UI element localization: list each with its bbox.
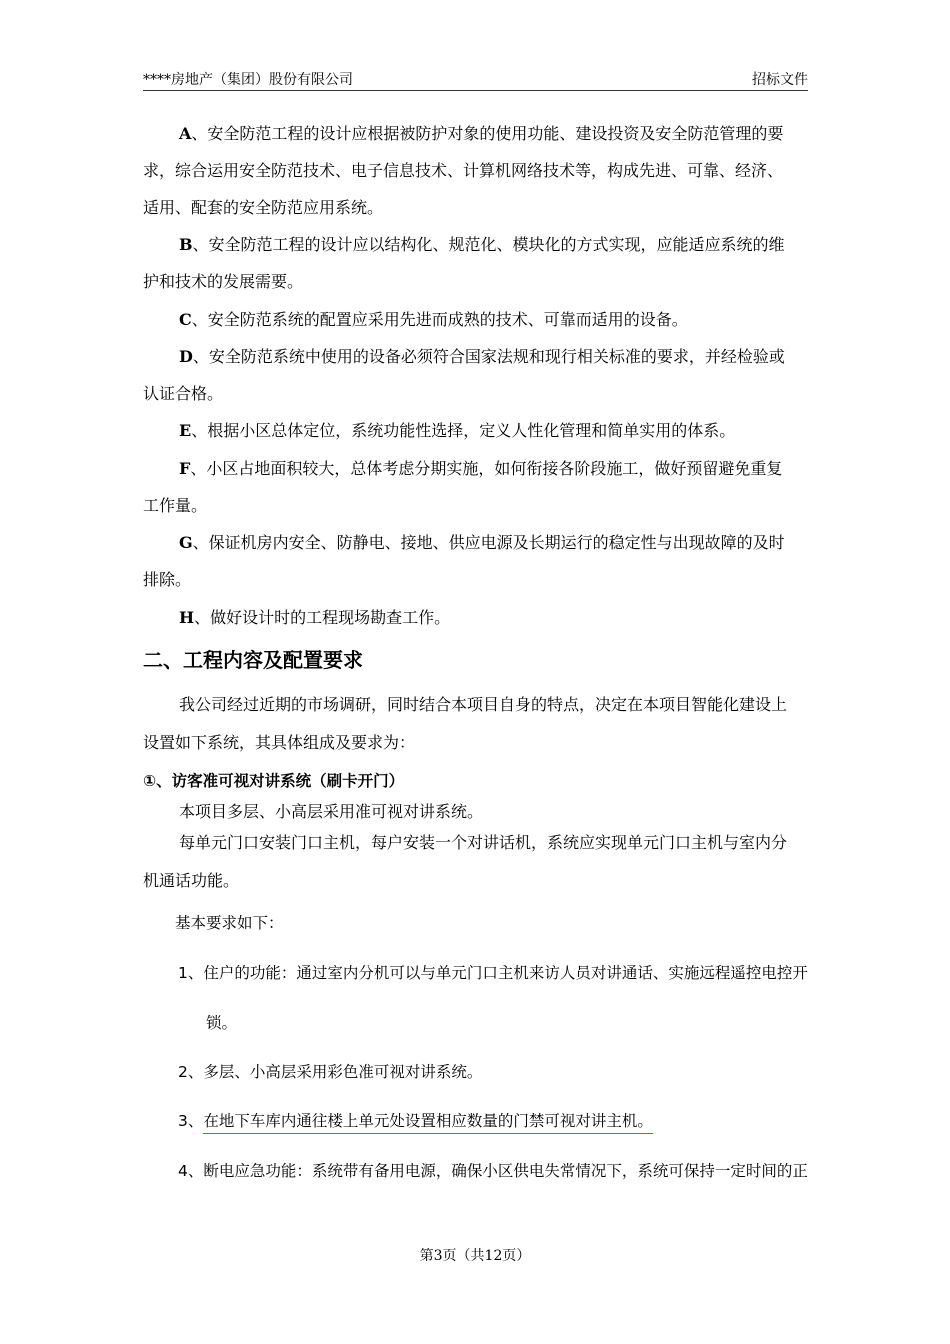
principle-h-line-1: H、做好设计时的工程现场勘查工作。 [179, 608, 451, 627]
sub-para-line-3: 机通话功能。 [143, 871, 240, 890]
intro-line-2: 设置如下系统，其具体组成及要求为： [143, 733, 416, 752]
requirement-3-text-underlined: 在地下车库内通往楼上单元处设置相应数量的门禁可视对讲主机。 [203, 1111, 653, 1134]
section-title: 二、工程内容及配置要求 [143, 648, 363, 672]
principle-d-line-1: D、安全防范系统中使用的设备必须符合国家法规和现行相关标准的要求，并经检验或 [179, 347, 785, 366]
principle-b-line-1: B、安全防范工程的设计应以结构化、规范化、模块化的方式实现，应能适应系统的维 [179, 235, 785, 254]
principle-b-letter: B [179, 235, 193, 254]
principle-g-line-1: G、保证机房内安全、防静电、接地、供应电源及长期运行的稳定性与出现故障的及时 [179, 533, 785, 552]
requirement-4 [178, 1161, 808, 1181]
principle-c-letter: C [179, 310, 192, 329]
principle-g-letter: G [179, 533, 193, 552]
requirement-1 [178, 963, 808, 983]
principle-b-line-2: 护和技术的发展需要。 [143, 272, 304, 291]
requirement-2-text: 多层、小高层采用彩色准可视对讲系统。 [203, 1063, 483, 1081]
principle-g-line-2: 排除。 [143, 570, 192, 589]
header-company: ****房地产（集团）股份有限公司 [143, 72, 353, 88]
principle-f-line-2: 工作量。 [143, 496, 208, 515]
requirement-1-cont: 锁。 [206, 1014, 238, 1032]
principle-a-line-1: A、安全防范工程的设计应根据被防护对象的使用功能、建设投资及安全防范管理的要 [179, 124, 784, 143]
principle-e-line-1: E、根据小区总体定位，系统功能性选择，定义人性化管理和简单实用的体系。 [179, 421, 736, 440]
requirement-4-text: 断电应急功能：系统带有备用电源，确保小区供电失常情况下，系统可保持一定时间的正 [203, 1162, 808, 1180]
intro-line-1: 我公司经过近期的市场调研，同时结合本项目自身的特点，决定在本项目智能化建设上 [179, 695, 788, 714]
page-header [143, 70, 808, 91]
sub-para-line-1: 本项目多层、小高层采用准可视对讲系统。 [179, 802, 484, 821]
principle-f-letter: F [179, 459, 191, 478]
principle-h-letter: H [179, 608, 195, 627]
requirement-3-num: 3、 [178, 1112, 204, 1130]
principle-d-letter: D [179, 347, 193, 366]
principle-a-line-2: 求，综合运用安全防范技术、电子信息技术、计算机网络技术等，构成先进、可靠、经济、 [143, 161, 784, 180]
requirement-4-num: 4、 [178, 1162, 204, 1180]
principle-e-letter: E [179, 421, 192, 440]
principle-a-letter: A [179, 124, 192, 143]
sub-para-line-2: 每单元门口安装门口主机，每户安装一个对讲话机，系统应实现单元门口主机与室内分 [179, 833, 788, 852]
basic-req-label: 基本要求如下： [175, 914, 284, 932]
requirement-2 [178, 1062, 808, 1082]
requirement-3 [178, 1111, 808, 1137]
requirement-1-num: 1、 [178, 964, 204, 982]
principle-a-line-3: 适用、配套的安全防范应用系统。 [143, 198, 384, 217]
page-footer: 第3页（共12页） [419, 1248, 531, 1264]
principle-f-line-1: F、小区占地面积较大，总体考虑分期实施，如何衔接各阶段施工，做好预留避免重复 [179, 459, 783, 478]
requirement-1-text: 住户的功能：通过室内分机可以与单元门口主机来访人员对讲通话、实施远程遥控电控开 [203, 964, 808, 982]
requirement-2-num: 2、 [178, 1063, 204, 1081]
principle-d-line-2: 认证合格。 [143, 384, 224, 403]
principle-c-line-1: C、安全防范系统的配置应采用先进而成熟的技术、可靠而适用的设备。 [179, 310, 688, 329]
header-doc-type: 招标文件 [752, 72, 808, 88]
subsection-title: ①、访客准可视对讲系统（刷卡开门） [143, 772, 405, 790]
